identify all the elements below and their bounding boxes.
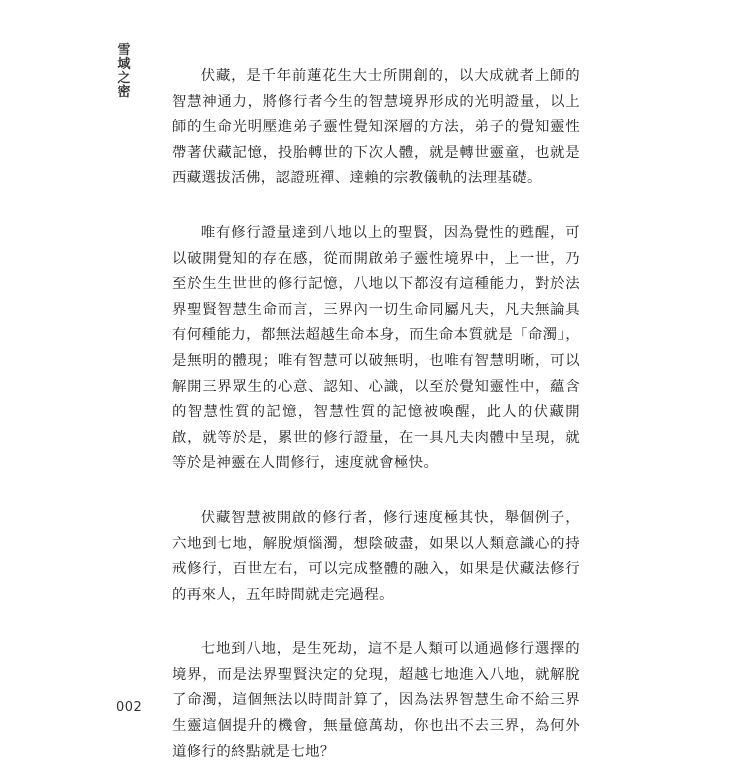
body-text — [172, 64, 580, 765]
paragraph-3: 伏藏智慧被開啟的修行者，修行速度極其快，舉個例子，六地到七地，解脫煩惱濁，想陰破盡，如果以人類意識心的持戒修行，百世左右，可以完成整體的融入，如果是伏藏法修行的再來人，五年時間就走完過程。 — [172, 509, 580, 603]
page-number: 002 — [116, 700, 143, 715]
paragraph-4: 七地到八地，是生死劫，這不是人類可以通過修行選擇的境界，而是法界聖賢決定的兌現，超越七地進入八地，就解脫了命濁，這個無法以時間計算了，因為法界智慧生命不給三界生靈這個提升的機會，無量億萬劫，你也出不去三界，為何外道修行的終點就是七地？ — [172, 641, 580, 760]
paragraph-1: 伏藏，是千年前蓮花生大士所開創的，以大成就者上師的智慧神通力，將修行者今生的智慧境界形成的光明證量，以上師的生命光明壓進弟子靈性覺知深層的方法，弟子的覺知靈性帶著伏藏記憶，投胎轉世的下次人體，就是轉世靈童，也就是西藏選拔活佛，認證班禪、達賴的宗教儀軌的法理基礎。 — [172, 68, 580, 187]
paragraph-2: 唯有修行證量達到八地以上的聖賢，因為覺性的甦醒，可以破開覺知的存在感，從而開啟弟子靈性境界中，上一世，乃至於生生世世的修行記憶，八地以下都沒有這種能力，對於法界聖賢智慧生命而言，三界內一切生命同屬凡夫，凡夫無論具有何種能力，都無法超越生命本身，而生命本質就是「命濁」，是無明的體現；唯有智慧可以破無明，也唯有智慧明晰，可以解開三界眾生的心意、認知、心識，以至於覺知靈性中，蘊含的智慧性質的記憶，智慧性質的記憶被喚醒，此人的伏藏開啟，就等於是，累世的修行證量，在一具凡夫肉體中呈現，就等於是神靈在人間修行，速度就會極快。 — [172, 224, 580, 472]
running-header-title: 雪域之密 — [117, 43, 131, 100]
